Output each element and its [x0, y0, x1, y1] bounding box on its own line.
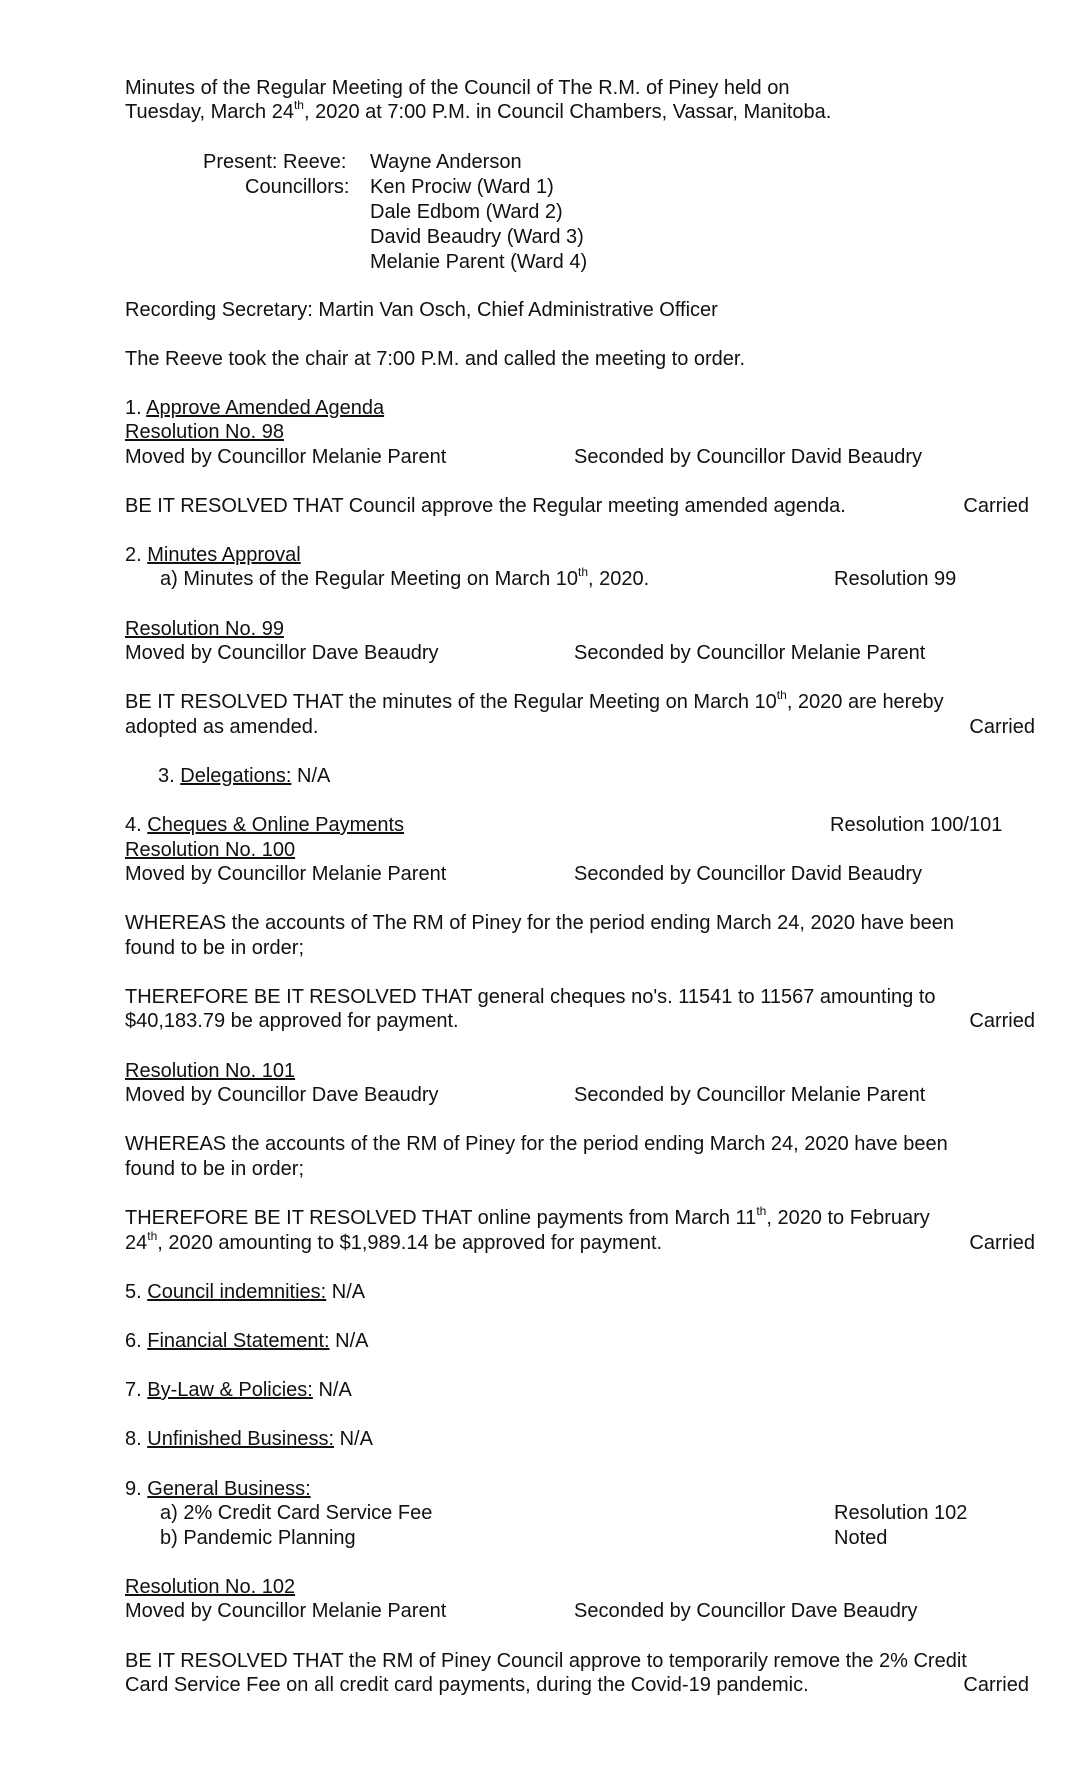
resolution-101-therefore-1: THEREFORE BE IT RESOLVED THAT online payments from March 11th, 2020 to February	[125, 1204, 930, 1229]
resolution-100-therefore-1: THEREFORE BE IT RESOLVED THAT general cheques no's. 11541 to 11567 amounting to	[125, 986, 936, 1008]
resolution-102-moved: Moved by Councillor Melanie Parent	[125, 1600, 447, 1622]
resolution-100-result: Carried	[969, 1010, 1035, 1032]
resolution-99-result: Carried	[969, 716, 1035, 738]
section-5-heading: 5. Council indemnities: N/A	[125, 1281, 366, 1303]
resolution-100-therefore-2: $40,183.79 be approved for payment.	[125, 1010, 459, 1032]
resolution-102-text-1: BE IT RESOLVED THAT the RM of Piney Council approve to temporarily remove the 2% Credit	[125, 1650, 967, 1672]
councillor-1: Ken Prociw (Ward 1)	[370, 176, 554, 198]
section-4-heading: 4. Cheques & Online Payments	[125, 814, 405, 836]
resolution-98-result: Carried	[963, 495, 1029, 517]
resolution-100-seconded: Seconded by Councillor David Beaudry	[574, 863, 922, 885]
section-2-heading: 2. Minutes Approval	[125, 544, 301, 566]
section-9-item-a: a) 2% Credit Card Service Fee	[160, 1502, 433, 1524]
resolution-101-moved: Moved by Councillor Dave Beaudry	[125, 1084, 439, 1106]
resolution-99-seconded: Seconded by Councillor Melanie Parent	[574, 642, 926, 664]
resolution-99-text-2: adopted as amended.	[125, 716, 319, 738]
section-9-item-a-ref: Resolution 102	[834, 1502, 968, 1524]
resolution-101-label: Resolution No. 101	[125, 1060, 296, 1082]
resolution-101-therefore-2: 24th, 2020 amounting to $1,989.14 be approved for payment.	[125, 1229, 663, 1254]
present-label: Present: Reeve:	[203, 151, 347, 173]
resolution-102-result: Carried	[963, 1674, 1029, 1696]
reeve-name: Wayne Anderson	[370, 151, 522, 173]
resolution-101-whereas-2: found to be in order;	[125, 1158, 305, 1180]
section-4-ref: Resolution 100/101	[830, 814, 1003, 836]
section-6-heading: 6. Financial Statement: N/A	[125, 1330, 369, 1352]
councillors-label: Councillors:	[245, 176, 350, 198]
resolution-99-moved: Moved by Councillor Dave Beaudry	[125, 642, 439, 664]
resolution-98-text: BE IT RESOLVED THAT Council approve the Regular meeting amended agenda.	[125, 495, 846, 517]
resolution-102-label: Resolution No. 102	[125, 1576, 296, 1598]
section-9-item-b-ref: Noted	[834, 1527, 888, 1549]
section-3-heading: 3. Delegations: N/A	[158, 765, 331, 787]
councillor-2: Dale Edbom (Ward 2)	[370, 201, 563, 223]
resolution-101-seconded: Seconded by Councillor Melanie Parent	[574, 1084, 926, 1106]
section-8-heading: 8. Unfinished Business: N/A	[125, 1428, 373, 1450]
resolution-100-whereas-1: WHEREAS the accounts of The RM of Piney for the period ending March 24, 2020 have been	[125, 912, 954, 934]
resolution-100-whereas-2: found to be in order;	[125, 937, 305, 959]
resolution-101-result: Carried	[969, 1232, 1035, 1254]
councillor-3: David Beaudry (Ward 3)	[370, 226, 584, 248]
section-7-heading: 7. By-Law & Policies: N/A	[125, 1379, 352, 1401]
section-2-item-a: a) Minutes of the Regular Meeting on March 10th, 2020.	[160, 565, 650, 590]
resolution-102-text-2: Card Service Fee on all credit card payments, during the Covid-19 pandemic.	[125, 1674, 809, 1696]
councillor-4: Melanie Parent (Ward 4)	[370, 251, 588, 273]
resolution-100-label: Resolution No. 100	[125, 839, 296, 861]
header-line-2: Tuesday, March 24th, 2020 at 7:00 P.M. in Council Chambers, Vassar, Manitoba.	[125, 98, 832, 123]
resolution-98-label: Resolution No. 98	[125, 421, 284, 443]
resolution-102-seconded: Seconded by Councillor Dave Beaudry	[574, 1600, 918, 1622]
section-1-heading: 1. Approve Amended Agenda	[125, 397, 385, 419]
resolution-99-label: Resolution No. 99	[125, 618, 284, 640]
section-9-item-b: b) Pandemic Planning	[160, 1527, 356, 1549]
section-2-item-a-ref: Resolution 99	[834, 568, 957, 590]
resolution-98-moved: Moved by Councillor Melanie Parent	[125, 446, 447, 468]
section-9-heading: 9. General Business:	[125, 1478, 311, 1500]
resolution-100-moved: Moved by Councillor Melanie Parent	[125, 863, 447, 885]
recording-secretary: Recording Secretary: Martin Van Osch, Chief Administrative Officer	[125, 299, 718, 321]
resolution-98-seconded: Seconded by Councillor David Beaudry	[574, 446, 922, 468]
resolution-101-whereas-1: WHEREAS the accounts of the RM of Piney for the period ending March 24, 2020 have been	[125, 1133, 948, 1155]
header-line-1: Minutes of the Regular Meeting of the Council of The R.M. of Piney held on	[125, 77, 790, 99]
call-to-order: The Reeve took the chair at 7:00 P.M. and called the meeting to order.	[125, 348, 746, 370]
resolution-99-text-1: BE IT RESOLVED THAT the minutes of the Regular Meeting on March 10th, 2020 are hereby	[125, 688, 944, 713]
